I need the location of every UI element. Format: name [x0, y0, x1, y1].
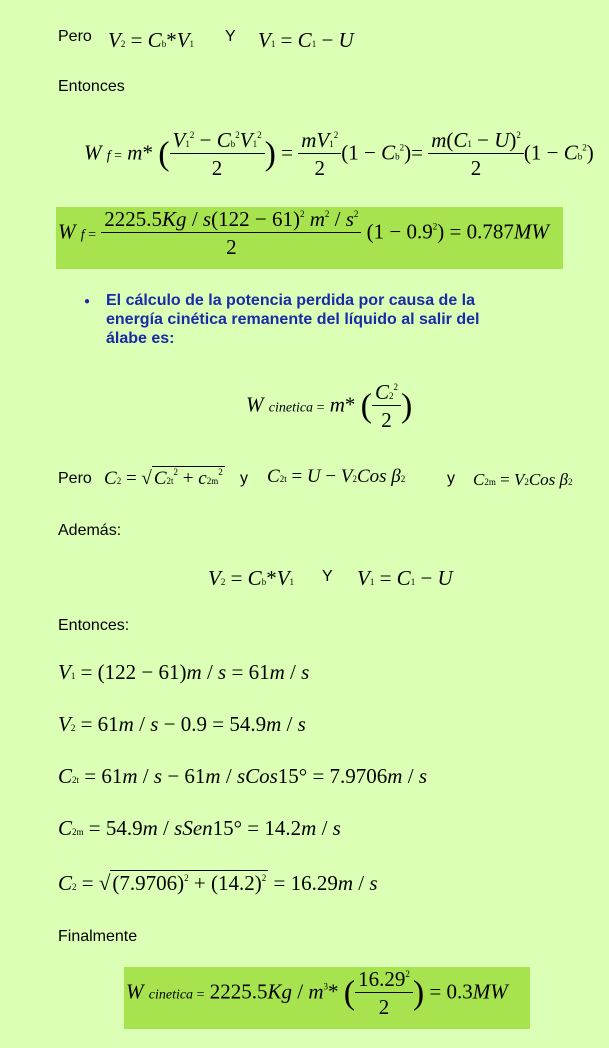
eq-wf-general: W f = m* ( $\frac{V1^2 - Cb^2V1^2}{2}$ ) = $\frac{mV1^2}{2}$ $(1 - Cb^2)=$ $\frac{m(C1 - U)^2}{2}$ $(1 - Cb^2)$ [84, 128, 594, 180]
c2m-angle: 15° [212, 816, 243, 840]
eq-c2t-def: C2t = U − V2Cos β2 [267, 466, 406, 487]
u-value-2: 61 [158, 660, 180, 684]
eq-v2-def: V2 = Cb*V1 [108, 28, 195, 52]
eq-wcin-general: W cinetica = m* ( $\frac{C2^2}{2}$ ) [246, 380, 413, 432]
label-y-2b: y [447, 470, 455, 487]
mass-flow-value: 2225.5 [104, 207, 163, 231]
v1-value-2: 61 [97, 712, 119, 736]
bullet-line-2: energía cinética remanente del líquido al salir del [106, 311, 480, 328]
c2t-result: 7.9706 [329, 764, 388, 788]
eq-v2-def-2: V2 = Cb*V1 [208, 566, 295, 590]
eq-v1-def-2: V1 = C1 − U [357, 566, 453, 590]
c1-value-2: 122 [104, 660, 137, 684]
label-entonces-2: Entonces: [58, 617, 130, 634]
c2m-result: 14.2 [264, 816, 302, 840]
cb-value: 0.9 [406, 219, 433, 244]
eq-v2-value: V2 = 61m / s − 0.9 = 54.9m / s [58, 712, 306, 736]
label-finalmente: Finalmente [58, 928, 138, 945]
bullet-line-1: El cálculo de la potencia perdida por causa de la [106, 292, 476, 309]
eq-c2m-value: C2m = 54.9m / sSen15° = 14.2m / s [58, 816, 341, 840]
eq-v1-def: V1 = C1 − U [258, 28, 354, 52]
c2m-v2: 54.9 [105, 816, 143, 840]
label-y-2a: y [240, 470, 248, 487]
label-y-1: Y [225, 28, 236, 45]
wcin-result: 0.3 [446, 979, 473, 1004]
c2-c2t: 7.9706 [119, 871, 178, 895]
c2-result: 16.29 [290, 871, 338, 895]
bullet-dot: ● [84, 296, 91, 307]
u-value: 61 [271, 207, 293, 231]
eq-c2-value: $C2 = √(7.9706)^2 + (14.2)^2 = 16.29m / s$ [58, 871, 378, 895]
c2t-u-1: 61 [101, 764, 123, 788]
label-pero-2: Pero [58, 470, 92, 487]
eq-c2-def: C2 = √ $C2t^2 + c2m^2$ [104, 467, 223, 489]
bullet-paragraph [106, 291, 479, 348]
c2t-u-2: 61 [184, 764, 206, 788]
eq-c2t-value: C2t = 61m / s − 61m / sCos15° = 7.9706m / s [58, 764, 427, 788]
v1-result: 61 [248, 660, 270, 684]
cb-value-2: 0.9 [180, 712, 207, 736]
label-pero-1: Pero [58, 28, 92, 45]
v2-result: 54.9 [229, 712, 267, 736]
bullet-line-3: álabe es: [106, 330, 175, 347]
label-ademas: Además: [58, 522, 122, 539]
eq-v1-value: V1 = (122 − 61)m / s = 61m / s [58, 660, 310, 684]
label-y-3: Y [322, 568, 333, 585]
eq-wcin-numeric: W cinetica = $2225.5Kg / m^3*$ ( $\frac{16.29^2}{2}$ ) = 0.3MW [126, 967, 508, 1019]
wf-result: 0.787 [466, 219, 514, 244]
c1-value: 122 [218, 207, 250, 231]
wcin-c2: 16.29 [358, 967, 406, 991]
c2-c2m: 14.2 [217, 871, 255, 895]
mass-flow-value-2: 2225.5 [209, 979, 268, 1004]
label-entonces-1: Entonces [58, 78, 125, 95]
eq-wf-numeric: W f = $\frac{2225.5Kg / s(122 - 61)^2 m^2 / s^2}{2}$ $(1 - 0.9^2) = 0.787MW$ [58, 207, 549, 259]
c2t-angle: 15° [277, 764, 308, 788]
eq-c2m-def: C2m = V2Cos β2 [473, 470, 573, 489]
